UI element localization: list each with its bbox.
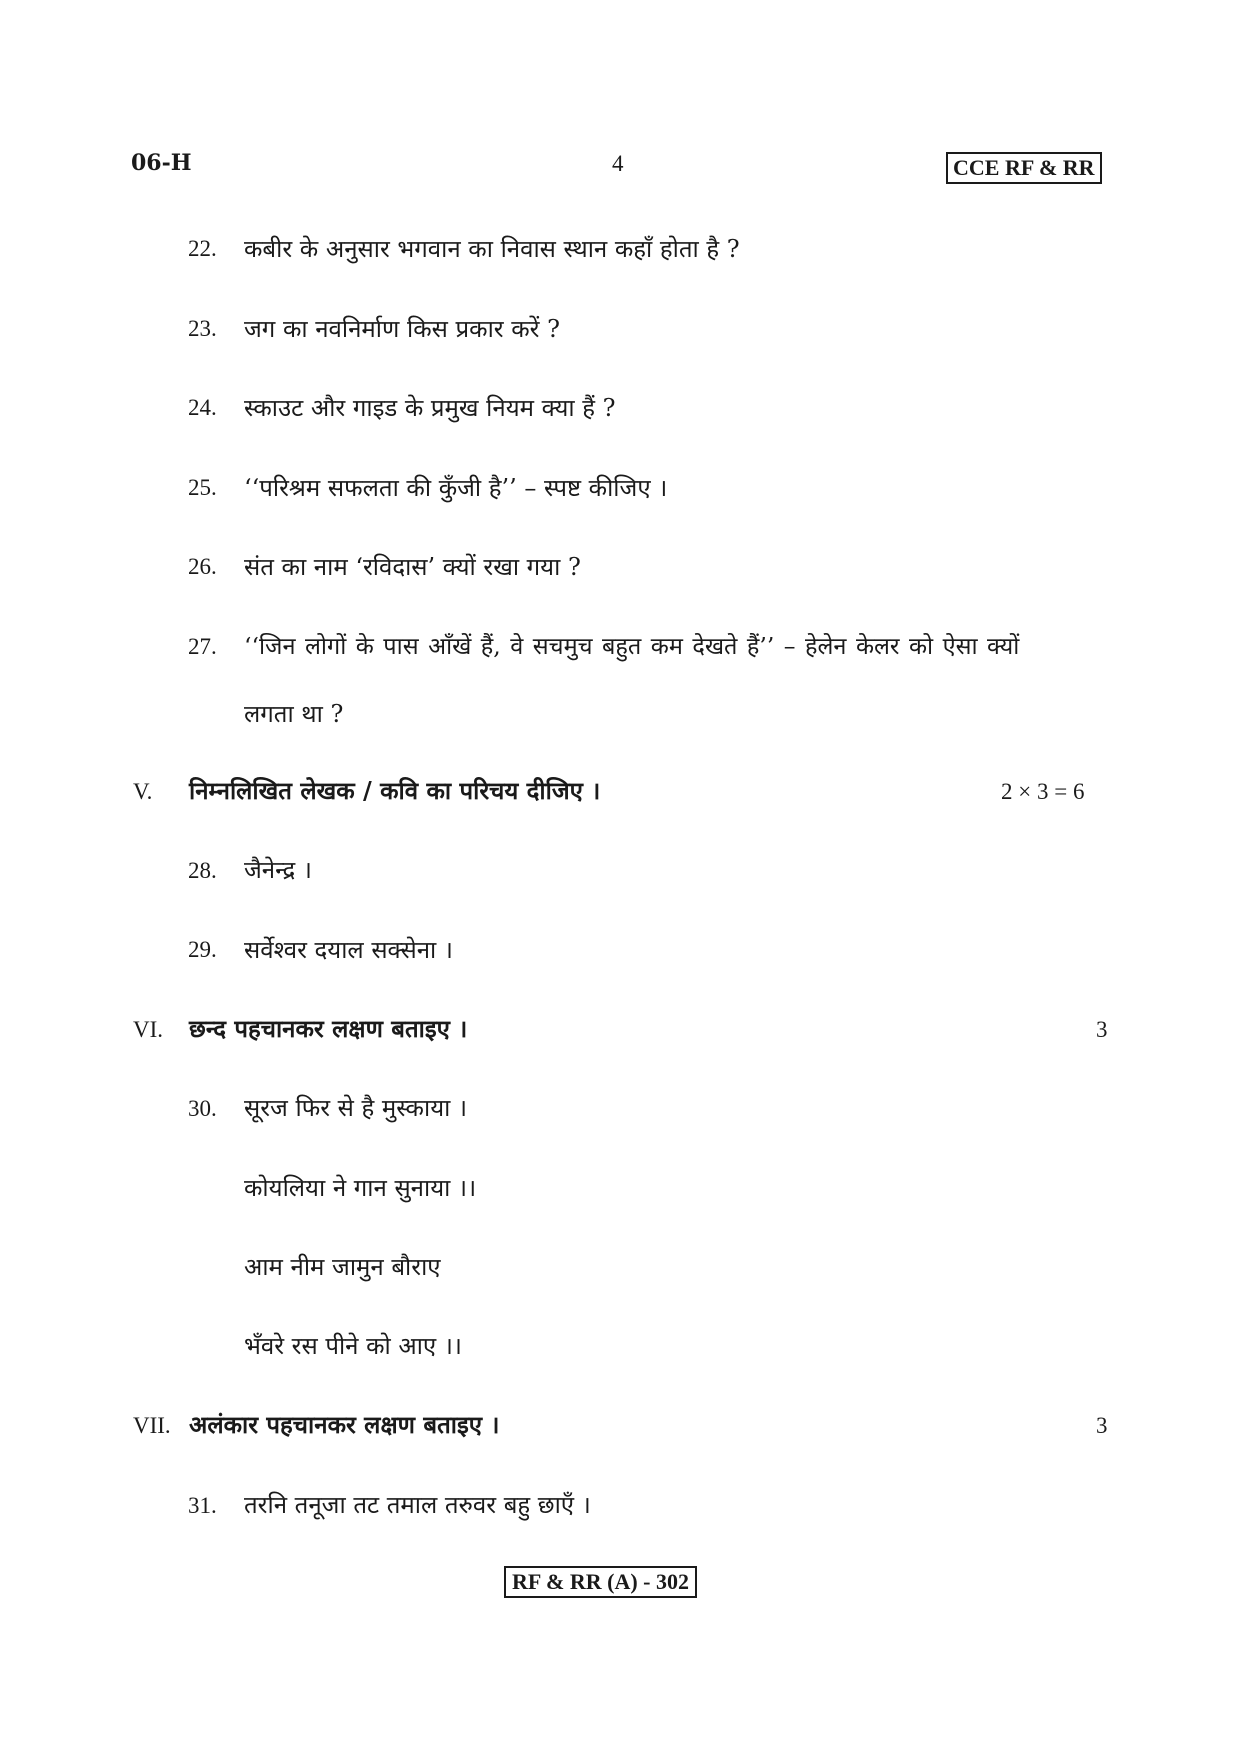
question-number: 23. <box>188 316 217 341</box>
question-text: संत का नाम ‘रविदास’ क्यों रखा गया ? <box>244 553 581 581</box>
section-title: अलंकार पहचानकर लक्षण बताइए । <box>189 1410 500 1439</box>
series-code-box: CCE RF & RR <box>946 152 1102 184</box>
section-number: VII. <box>133 1413 171 1438</box>
question-number: 28. <box>188 858 217 883</box>
question-number: 30. <box>188 1096 217 1121</box>
question-text: तरनि तनूजा तट तमाल तरुवर बहु छाएँ । <box>244 1491 591 1519</box>
section-number: VI. <box>133 1017 164 1042</box>
question-text: जग का नवनिर्माण किस प्रकार करें ? <box>244 315 560 343</box>
question-number: 31. <box>188 1493 217 1518</box>
question-number: 24. <box>188 395 217 420</box>
poem-line: सूरज फिर से है मुस्काया । <box>244 1094 468 1122</box>
question-number: 29. <box>188 937 217 962</box>
poem-line: आम नीम जामुन बौराए <box>244 1253 441 1281</box>
question-number: 26. <box>188 554 217 579</box>
question-text-continued: लगता था ? <box>244 700 344 728</box>
section-title: छन्द पहचानकर लक्षण बताइए । <box>189 1014 468 1043</box>
section-marks: 3 <box>1096 1017 1108 1042</box>
paper-code: 06-H <box>131 150 192 176</box>
question-text: ‘‘परिश्रम सफलता की कुँजी है’’ – स्पष्ट कीजिए । <box>244 474 668 502</box>
poem-line: कोयलिया ने गान सुनाया ।। <box>244 1174 477 1202</box>
question-number: 27. <box>188 634 217 659</box>
footer-code-box: RF & RR (A) - 302 <box>504 1566 697 1598</box>
section-marks: 3 <box>1096 1413 1108 1438</box>
question-text: ‘‘जिन लोगों के पास आँखें हैं, वे सचमुच बहुत कम देखते हैं’’ – हेलेन केलर को ऐसा क्यों <box>244 632 1020 660</box>
question-text: सर्वेश्वर दयाल सक्सेना । <box>244 936 453 964</box>
page-number: 4 <box>612 151 624 176</box>
poem-line: भँवरे रस पीने को आए ।। <box>244 1332 463 1360</box>
question-text: स्काउट और गाइड के प्रमुख नियम क्या हैं ? <box>244 394 616 422</box>
question-text: जैनेन्द्र । <box>244 856 313 884</box>
question-number: 25. <box>188 475 217 500</box>
section-title: निम्नलिखित लेखक / कवि का परिचय दीजिए । <box>189 776 601 805</box>
section-number: V. <box>133 779 153 804</box>
section-marks: 2 × 3 = 6 <box>1001 779 1085 804</box>
question-text: कबीर के अनुसार भगवान का निवास स्थान कहाँ होता है ? <box>244 235 740 263</box>
question-number: 22. <box>188 236 217 261</box>
